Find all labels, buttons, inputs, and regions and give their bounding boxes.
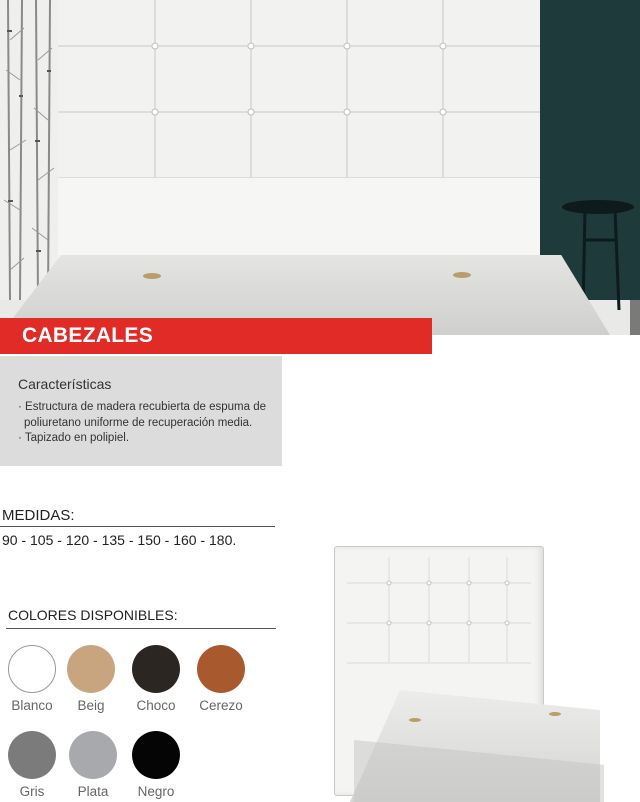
swatch-beig [67, 645, 115, 693]
tufted-headboard [58, 0, 540, 262]
feature-item: · Estructura de madera recubierta de espuma de poliuretano uniforme de recuperación media. [18, 401, 267, 429]
swatch-blanco [8, 645, 56, 693]
swatch-choco [132, 645, 180, 693]
divider [6, 628, 276, 629]
product-image [320, 540, 610, 802]
swatch-label-blanco: Blanco [11, 698, 53, 713]
swatch-label-cerezo: Cerezo [199, 698, 243, 713]
title-band [0, 318, 432, 354]
hero-photo [0, 0, 640, 335]
features-heading: Características [18, 376, 112, 392]
swatch-label-plata: Plata [77, 784, 109, 799]
medidas-heading: MEDIDAS: [2, 507, 75, 524]
swatch-negro [132, 731, 180, 779]
birch-wallpaper [0, 0, 58, 300]
medidas-values: 90 - 105 - 120 - 135 - 150 - 160 - 180. [2, 532, 237, 548]
swatch-plata [69, 731, 117, 779]
floor-edge [630, 300, 640, 335]
divider [0, 526, 275, 527]
swatch-label-negro: Negro [137, 784, 175, 799]
feature-item: · Tapizado en polipiel. [18, 432, 130, 444]
swatch-label-gris: Gris [19, 784, 45, 799]
features-list [18, 400, 280, 447]
swatch-label-beig: Beig [77, 698, 105, 713]
features-box [0, 356, 282, 466]
swatch-cerezo [197, 645, 245, 693]
swatch-gris [8, 731, 56, 779]
page-title: CABEZALES [22, 324, 154, 347]
colores-heading: COLORES DISPONIBLES: [8, 607, 178, 623]
swatch-label-choco: Choco [136, 698, 176, 713]
